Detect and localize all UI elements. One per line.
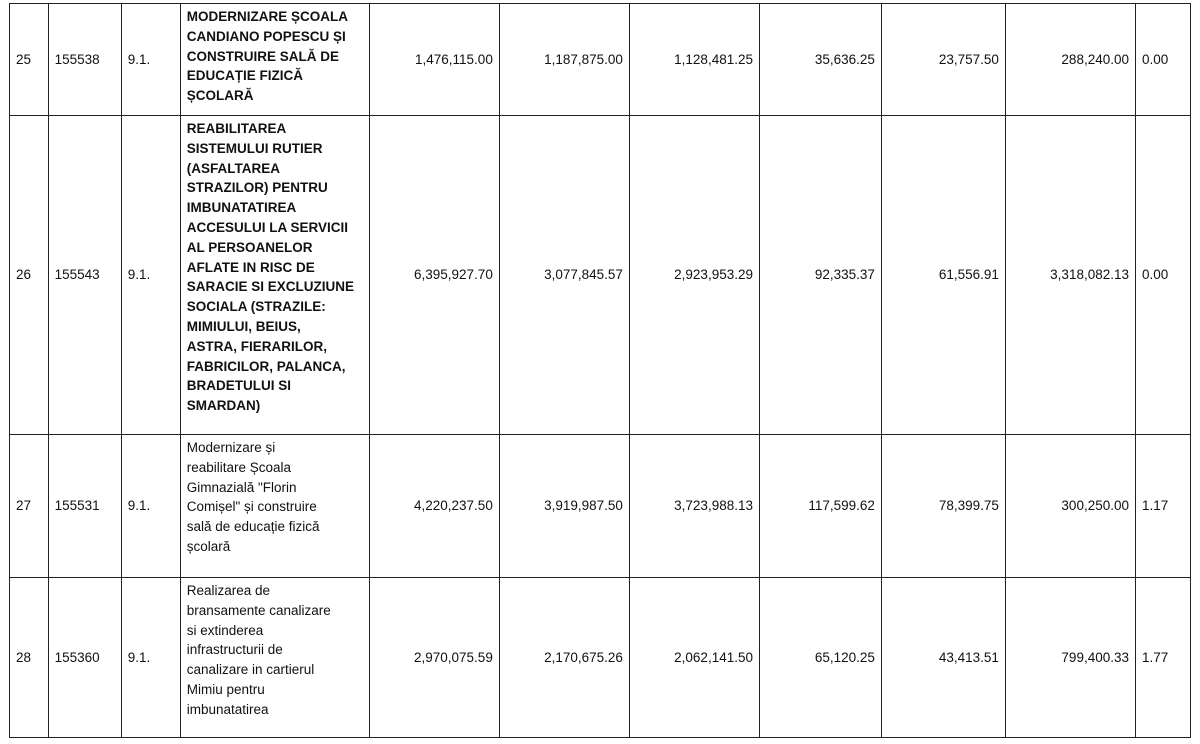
title-line: (ASFALTAREA [186,160,280,176]
contribution-value-cell: 78,399.75 [881,435,1005,578]
eligible-value-cell: 2,170,675.26 [499,578,629,738]
project-code-cell: 155360 [48,578,121,738]
title-line: REABILITAREA [186,121,287,136]
measure-cell: 9.1. [121,435,180,578]
title-line: si extinderea [186,622,264,638]
non-eligible-value-cell: 799,400.33 [1005,578,1135,738]
budget-value-cell: 92,335.37 [759,116,881,435]
eligible-value-cell: 3,919,987.50 [499,435,629,578]
title-line: SMARDAN) [186,398,261,414]
title-line: AL PERSOANELOR [186,239,313,255]
title-line: ȘCOLARĂ [186,88,254,104]
title-line: STRAZILOR) PENTRU [186,180,328,196]
title-line: MODERNIZARE ȘCOALA [186,9,348,24]
title-line: sală de educație fizică [186,519,320,535]
title-line: Comișel" și construire [186,499,317,515]
project-title-cell [180,4,369,116]
title-line: școlară [186,538,231,554]
contribution-value-cell: 43,413.51 [881,578,1005,738]
projects-table [9,3,1191,738]
budget-value-cell: 65,120.25 [759,578,881,738]
non-eligible-value-cell: 300,250.00 [1005,435,1135,578]
measure-cell: 9.1. [121,116,180,435]
title-line: canalizare in cartierul [186,662,315,678]
contribution-value-cell: 61,556.91 [881,116,1005,435]
title-line: SISTEMULUI RUTIER [186,140,323,156]
fund-value-cell: 2,062,141.50 [629,578,759,738]
total-value-cell: 1,476,115.00 [369,4,499,116]
title-line: ASTRA, FIERARILOR, [186,338,327,354]
total-value-cell: 6,395,927.70 [369,116,499,435]
non-eligible-value-cell: 288,240.00 [1005,4,1135,116]
table-row [10,116,1191,435]
budget-value-cell: 35,636.25 [759,4,881,116]
row-number-cell: 26 [10,116,49,435]
title-line: ACCESULUI LA SERVICII [186,219,348,235]
title-line: Modernizare și [186,440,276,455]
progress-value-cell: 1.17 [1136,435,1191,578]
fund-value-cell: 1,128,481.25 [629,4,759,116]
table-row [10,578,1191,738]
project-title-cell [180,578,369,738]
project-code-cell: 155538 [48,4,121,116]
row-number-cell: 25 [10,4,49,116]
row-number-cell: 28 [10,578,49,738]
table-row [10,435,1191,578]
title-line: Realizarea de [186,583,271,598]
progress-value-cell: 0.00 [1136,116,1191,435]
title-line: MIMIULUI, BEIUS, [186,318,301,334]
title-line: infrastructurii de [186,642,283,658]
title-line: Mimiu pentru [186,681,265,697]
title-line: SARACIE SI EXCLUZIUNE [186,279,354,295]
measure-cell: 9.1. [121,4,180,116]
project-title-cell [180,116,369,435]
title-line: bransamente canalizare [186,602,331,618]
title-line: FABRICILOR, PALANCA, [186,358,346,374]
eligible-value-cell: 1,187,875.00 [499,4,629,116]
measure-cell: 9.1. [121,578,180,738]
title-line: imbunatatirea [186,701,269,717]
contribution-value-cell: 23,757.50 [881,4,1005,116]
table-row [10,4,1191,116]
title-line: AFLATE IN RISC DE [186,259,315,275]
title-line: reabilitare Școala [186,459,292,475]
title-line: IMBUNATATIREA [186,200,297,216]
total-value-cell: 2,970,075.59 [369,578,499,738]
fund-value-cell: 3,723,988.13 [629,435,759,578]
budget-value-cell: 117,599.62 [759,435,881,578]
progress-value-cell: 0.00 [1136,4,1191,116]
title-line: CANDIANO POPESCU ȘI [186,28,346,44]
project-code-cell: 155531 [48,435,121,578]
title-line: Gimnazială "Florin [186,479,297,495]
title-line: SOCIALA (STRAZILE: [186,299,326,315]
progress-value-cell: 1.77 [1136,578,1191,738]
project-code-cell: 155543 [48,116,121,435]
title-line: BRADETULUI SI [186,378,291,394]
eligible-value-cell: 3,077,845.57 [499,116,629,435]
row-number-cell: 27 [10,435,49,578]
title-line: CONSTRUIRE SALĂ DE [186,48,339,64]
project-title-cell [180,435,369,578]
total-value-cell: 4,220,237.50 [369,435,499,578]
title-line: EDUCAȚIE FIZICĂ [186,68,303,84]
non-eligible-value-cell: 3,318,082.13 [1005,116,1135,435]
fund-value-cell: 2,923,953.29 [629,116,759,435]
